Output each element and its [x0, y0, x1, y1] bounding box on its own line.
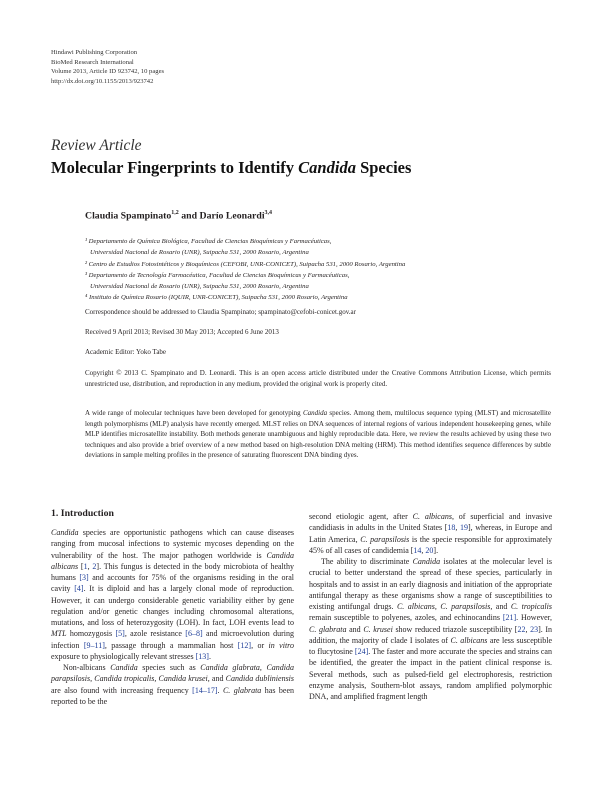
article-dates: Received 9 April 2013; Revised 30 May 2013; Accepted 6 June 2013 [85, 328, 279, 336]
text-run: . However, [516, 613, 553, 623]
affiliation-line: Universidad Nacional de Rosario (UNR), Suipacha 531, 2000 Rosario, Argentina [90, 283, 309, 291]
citation-link[interactable]: 1 [83, 561, 88, 571]
text-run: C. parapsilosis [360, 534, 410, 544]
citation-link[interactable]: [5] [115, 629, 125, 639]
text-run: , [455, 523, 460, 533]
text-run: , [525, 624, 531, 634]
abstract-text: A wide range of molecular techniques have been developed for genotyping [85, 409, 303, 417]
text-run: Candida dubliniensis [225, 674, 295, 684]
text-run: , [87, 561, 93, 571]
text-run: ]. This fungus is detected in the body microbiota of healthy humans [51, 561, 294, 583]
affiliation-line: ⁴ Instituto de Química Rosario (IQUIR, UNR-CONICET), Suipacha 531, 2000 Rosario, Argentina [85, 294, 348, 302]
journal-name: BioMed Research International [51, 58, 134, 66]
abstract-text: Candida [302, 409, 328, 417]
paragraph [309, 511, 552, 556]
journal-header [51, 48, 164, 86]
text-run: are also found with increasing frequency [51, 685, 193, 695]
citation-link[interactable]: 19 [459, 523, 468, 533]
author-1-affil: 1,2 [171, 210, 179, 216]
left-column [51, 527, 294, 707]
text-run: , and [207, 674, 226, 684]
abstract [85, 408, 551, 461]
citation-link[interactable]: [4] [74, 584, 84, 594]
text-run: remain susceptible to polyenes, azoles, and echinocandins [309, 613, 503, 623]
article-title [51, 158, 411, 178]
text-run: second etiologic agent, after [309, 512, 413, 521]
text-run: , [154, 674, 159, 684]
citation-link[interactable]: 22 [517, 624, 526, 634]
citation-link[interactable]: [6–8] [185, 629, 203, 639]
text-run: , [434, 602, 441, 612]
author-and: and [178, 210, 200, 222]
text-run: ]. In addition, the majority of clade I isolates of [309, 624, 553, 645]
author-list [85, 210, 272, 221]
citation-link[interactable]: 2 [92, 561, 97, 571]
text-run: , azole resistance [124, 629, 186, 639]
text-run: Candida glabrata [200, 663, 260, 673]
text-run: Candida parapsilosis [51, 663, 295, 684]
citation-link[interactable]: 23 [530, 624, 539, 634]
text-run: [ [78, 561, 84, 571]
author-2: Darío Leonardi [199, 210, 265, 222]
title-prefix: Molecular Fingerprints to Identify [51, 158, 299, 177]
text-run: , of superficial and invasive candidiasis in adults in the United States [ [309, 512, 553, 533]
academic-editor: Academic Editor: Yoko Tabe [85, 348, 167, 356]
text-run: are less susceptible to flucytosine [309, 635, 553, 657]
text-run: , and [490, 602, 511, 612]
author-2-affil: 3,4 [264, 210, 273, 216]
text-run: . It is diploid and has a largely clonal mode of reproduction. However, it can undergo considerable genetic variability either by gene regulation and/or genetic changes including chromosomal alterations, mutations, and loss of heterozygosity (LOH). In fact, LOH events lead to [51, 584, 294, 628]
text-run: and microevolution during infection [51, 629, 294, 650]
text-run: C. albicans [396, 602, 435, 612]
right-column [309, 511, 552, 703]
text-run: . The faster and more accurate the species and strains can be identified, the greater the impact in the patient clinical response is. Several methods, such as pulsed-field gel electrophoresis, restriction enzyme analysis, Southern-blot assays, random amplified polymorphic DNA, and amplified fragment length [309, 647, 552, 702]
citation-link[interactable]: 14 [413, 545, 422, 555]
text-run: . [217, 685, 223, 695]
text-run: ]. [433, 545, 439, 555]
citation-link[interactable]: [14–17] [192, 685, 218, 695]
affiliation-line: ² Centro de Estudios Fotosintéticos y Bioquímicos (CEFOBI, UNR-CONICET), Suipacha 531, 2000 Rosario, Argentina [85, 260, 406, 268]
text-run: C. glabrata [222, 685, 262, 695]
text-run: C. albicans [450, 635, 488, 645]
section-heading: 1. Introduction [51, 508, 114, 519]
citation-link[interactable]: [21] [502, 613, 517, 623]
text-run: C. glabrata [309, 624, 347, 634]
text-run: MTL [51, 629, 67, 639]
doi-link[interactable]: http://dx.doi.org/10.1155/2013/923742 [51, 77, 154, 85]
paragraph [51, 527, 294, 662]
text-run: has been reported to be the [51, 685, 294, 706]
correspondence: Correspondence should be addressed to Claudia Spampinato; spampinato@cefobi-conicet.gov.ar [85, 308, 356, 316]
text-run: Non-albicans [63, 663, 111, 673]
citation-link[interactable]: [9–11] [83, 640, 105, 650]
text-run: C. albicans [412, 512, 452, 521]
text-run: ], whereas, in Europe and Latin America, [309, 523, 553, 544]
text-run: in vitro [268, 640, 294, 650]
affiliation-line: Universidad Nacional de Rosario (UNR), Suipacha 531, 2000 Rosario, Argentina [90, 249, 309, 257]
citation-link[interactable]: [24] [354, 647, 369, 657]
text-run: , or [251, 640, 269, 650]
text-run: and [346, 624, 364, 634]
paragraph [51, 662, 294, 707]
text-run: Candida [51, 528, 79, 537]
copyright-notice: Copyright © 2013 C. Spampinato and D. Leonardi. This is an open access article distributed under the Creative Commons Attribution License, which permits unrestricted use, distribution, and reproduction in any medium, provided the original work is properly cited. [85, 369, 551, 388]
text-run: species such as [137, 663, 201, 673]
text-run: C. parapsilosis [440, 602, 491, 612]
text-run: Candida [110, 663, 138, 673]
text-run: homozygosis [66, 629, 116, 639]
text-run: exposure to physiologically relevant stresses [51, 651, 196, 661]
volume-info: Volume 2013, Article ID 923742, 10 pages [51, 68, 165, 75]
affiliation-line: ¹ Departamento de Química Biológica, Facultad de Ciencias Bioquímicas y Farmacéuticas, [85, 238, 332, 245]
abstract-text: species. Among them, multilocus sequence typing (MLST) and microsatellite length polymorphisms (MLP) analysis have recently emerged. MLST relies on DNA sequences of internal regions of various independent housekeeping genes, while MLP identifies microsatellite instability. Both methods generate unambiguous and highly reproducible data. Here, we review the results achieved by using these two techniques and also provide a brief overview of a new method based on high-resolution DNA melting (HRM). This method identifies sequence differences by subtle deviations in sample melting profiles in the presence of saturating fluorescent DNA binding dyes. [85, 409, 551, 459]
text-run: species are opportunistic pathogens which can cause diseases ranging from mucosal infections to systemic mycoses depending on the vulnerability of the host. The major pathogen worldwide is [51, 528, 294, 560]
text-run: . [208, 651, 211, 661]
text-run: , passage through a mammalian host [104, 640, 238, 650]
citation-link[interactable]: 18 [447, 523, 456, 533]
article-type: Review Article [51, 137, 142, 154]
affiliations [85, 236, 405, 304]
citation-link[interactable]: 20 [425, 545, 434, 555]
citation-link[interactable]: [3] [79, 573, 89, 583]
paragraph [309, 556, 552, 702]
text-run: show reduced triazole susceptibility [ [392, 624, 518, 634]
text-run: and accounts for 75% of the organisms residing in the oral cavity [51, 573, 294, 594]
text-run: The ability to discriminate [321, 557, 413, 567]
text-run: , [90, 674, 95, 684]
text-run: Candida tropicalis [94, 674, 155, 684]
affiliation-line: ³ Departamento de Tecnología Farmacéutica, Facultad de Ciencias Bioquímicas y Farmacéuticas, [85, 271, 350, 279]
text-run: C. krusei [363, 624, 393, 634]
text-run: , [259, 663, 267, 673]
text-run: C. tropicalis [510, 602, 552, 612]
text-run: is the specie responsible for approximately 45% of all cases of candidemia [ [309, 534, 552, 555]
text-run: Candida albicans [51, 550, 294, 571]
text-run: Candida krusei [158, 674, 208, 684]
title-italic: Candida [298, 158, 356, 177]
citation-link[interactable]: [13] [195, 651, 209, 661]
text-run: , [421, 545, 426, 555]
citation-link[interactable]: [12] [237, 640, 252, 650]
text-run: Candida [412, 557, 441, 567]
title-suffix: Species [355, 158, 412, 177]
author-1: Claudia Spampinato [85, 210, 172, 222]
publisher: Hindawi Publishing Corporation [51, 49, 138, 56]
text-run: isolates at the molecular level is crucial to better understand the spread of these species, particularly in hospitals and to assist in an early diagnosis and initiation of the appropriate antifungal therapy as these organisms show a range of susceptibilities to existing antifungal drugs. [309, 557, 552, 612]
